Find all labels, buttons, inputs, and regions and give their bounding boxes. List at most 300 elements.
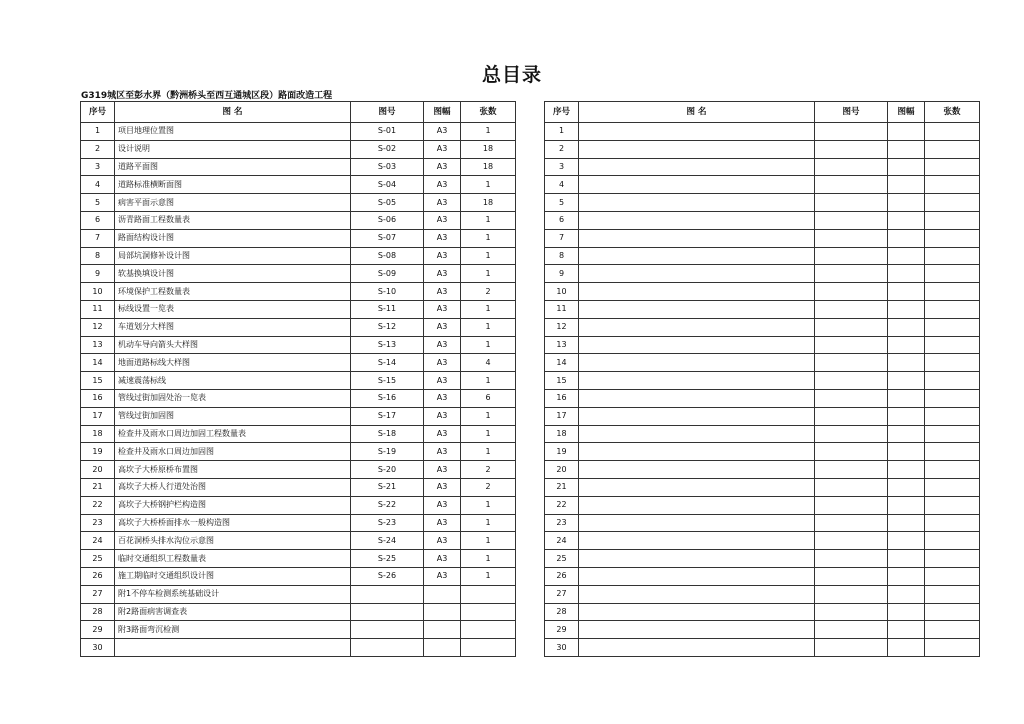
cell-name (579, 639, 815, 657)
cell-format (888, 318, 925, 336)
table-row (545, 550, 980, 568)
cell-format (888, 478, 925, 496)
cell-format (888, 425, 925, 443)
cell-format (888, 603, 925, 621)
table-row (545, 318, 980, 336)
cell-sheets (925, 532, 980, 550)
header-no: 序号 (81, 102, 115, 123)
cell-code: S-07 (351, 229, 424, 247)
table-row (545, 514, 980, 532)
table-row (545, 283, 980, 301)
cell-name (579, 585, 815, 603)
cell-sheets: 1 (461, 443, 516, 461)
cell-name: 减速震荡标线 (115, 372, 351, 390)
table-row (81, 300, 516, 318)
cell-code: S-09 (351, 265, 424, 283)
cell-name: 局部坑洞修补设计图 (115, 247, 351, 265)
cell-sheets (461, 639, 516, 657)
cell-code (815, 140, 888, 158)
cell-format (888, 158, 925, 176)
cell-format: A3 (424, 336, 461, 354)
cell-code (815, 461, 888, 479)
cell-code (815, 496, 888, 514)
table-row (81, 354, 516, 372)
project-name: G319城区至彭水界（黔洲桥头至西互通城区段）路面改造工程 (81, 91, 333, 101)
cell-name (579, 550, 815, 568)
cell-sheets: 1 (461, 372, 516, 390)
cell-format: A3 (424, 496, 461, 514)
cell-code: S-19 (351, 443, 424, 461)
drawing-index-table-right (544, 101, 980, 657)
cell-name (579, 354, 815, 372)
table-row (81, 532, 516, 550)
cell-sheets: 2 (461, 478, 516, 496)
cell-no: 7 (545, 229, 579, 247)
cell-sheets: 1 (461, 425, 516, 443)
cell-code: S-11 (351, 300, 424, 318)
cell-no: 21 (545, 478, 579, 496)
cell-no: 23 (81, 514, 115, 532)
table-row (545, 336, 980, 354)
cell-no: 4 (545, 176, 579, 194)
cell-code (351, 639, 424, 657)
cell-code: S-22 (351, 496, 424, 514)
cell-code (815, 265, 888, 283)
cell-sheets (925, 567, 980, 585)
table-row (81, 603, 516, 621)
cell-sheets: 1 (461, 496, 516, 514)
cell-sheets (925, 354, 980, 372)
cell-sheets: 1 (461, 407, 516, 425)
cell-code (815, 336, 888, 354)
cell-code (815, 158, 888, 176)
cell-format (888, 372, 925, 390)
cell-sheets (461, 621, 516, 639)
cell-no: 30 (81, 639, 115, 657)
cell-no: 8 (545, 247, 579, 265)
cell-format (888, 639, 925, 657)
cell-sheets (461, 585, 516, 603)
cell-sheets (461, 603, 516, 621)
cell-format (888, 496, 925, 514)
cell-code: S-25 (351, 550, 424, 568)
cell-no: 24 (81, 532, 115, 550)
cell-name (579, 603, 815, 621)
cell-name: 附2路面病害调查表 (115, 603, 351, 621)
cell-code: S-15 (351, 372, 424, 390)
cell-name (579, 372, 815, 390)
cell-sheets: 1 (461, 532, 516, 550)
cell-name: 临时交通组织工程数量表 (115, 550, 351, 568)
cell-code (351, 621, 424, 639)
cell-format: A3 (424, 194, 461, 212)
cell-name (579, 407, 815, 425)
table-row (545, 532, 980, 550)
cell-format: A3 (424, 247, 461, 265)
cell-format (424, 585, 461, 603)
cell-sheets: 1 (461, 318, 516, 336)
cell-name: 附3路面弯沉检测 (115, 621, 351, 639)
table-row (545, 425, 980, 443)
cell-no: 7 (81, 229, 115, 247)
table-row (81, 514, 516, 532)
cell-no: 12 (81, 318, 115, 336)
cell-format (888, 123, 925, 141)
cell-no: 26 (81, 567, 115, 585)
cell-name: 病害平面示意图 (115, 194, 351, 212)
cell-name: 管线过街加固图 (115, 407, 351, 425)
cell-no: 26 (545, 567, 579, 585)
cell-code (815, 425, 888, 443)
cell-no: 6 (81, 211, 115, 229)
table-row (81, 194, 516, 212)
table-row (81, 283, 516, 301)
table-row (81, 211, 516, 229)
cell-no: 30 (545, 639, 579, 657)
table-row (81, 176, 516, 194)
table-row (545, 639, 980, 657)
cell-format (888, 585, 925, 603)
cell-name: 检查井及雨水口周边加固工程数量表 (115, 425, 351, 443)
cell-no: 19 (545, 443, 579, 461)
table-row (81, 247, 516, 265)
cell-name: 施工期临时交通组织设计图 (115, 567, 351, 585)
table-row (81, 372, 516, 390)
cell-name: 管线过街加固处治一览表 (115, 389, 351, 407)
cell-format: A3 (424, 478, 461, 496)
cell-code: S-24 (351, 532, 424, 550)
cell-no: 17 (81, 407, 115, 425)
cell-no: 28 (81, 603, 115, 621)
header-format: 图幅 (888, 102, 925, 123)
cell-name: 检查井及雨水口周边加固图 (115, 443, 351, 461)
cell-code (815, 229, 888, 247)
cell-no: 27 (81, 585, 115, 603)
cell-sheets: 1 (461, 229, 516, 247)
cell-sheets (925, 372, 980, 390)
cell-code: S-02 (351, 140, 424, 158)
cell-code: S-10 (351, 283, 424, 301)
cell-no: 20 (81, 461, 115, 479)
cell-sheets (925, 194, 980, 212)
table-row (545, 585, 980, 603)
cell-sheets: 1 (461, 336, 516, 354)
table-row (81, 443, 516, 461)
cell-code: S-01 (351, 123, 424, 141)
cell-sheets (925, 621, 980, 639)
cell-format (424, 621, 461, 639)
cell-format (888, 336, 925, 354)
cell-name: 路面结构设计图 (115, 229, 351, 247)
table-row (545, 354, 980, 372)
table-row (81, 425, 516, 443)
table-row (81, 140, 516, 158)
cell-sheets: 1 (461, 265, 516, 283)
table-row (81, 550, 516, 568)
cell-name: 设计说明 (115, 140, 351, 158)
cell-no: 8 (81, 247, 115, 265)
cell-sheets: 18 (461, 158, 516, 176)
cell-format (424, 639, 461, 657)
cell-code: S-23 (351, 514, 424, 532)
cell-code (815, 211, 888, 229)
table-row (81, 123, 516, 141)
cell-format: A3 (424, 123, 461, 141)
cell-code: S-20 (351, 461, 424, 479)
header-format: 图幅 (424, 102, 461, 123)
cell-code: S-18 (351, 425, 424, 443)
cell-no: 6 (545, 211, 579, 229)
cell-no: 1 (81, 123, 115, 141)
cell-sheets (925, 514, 980, 532)
cell-sheets (925, 478, 980, 496)
cell-code (815, 194, 888, 212)
cell-sheets: 1 (461, 300, 516, 318)
cell-name (579, 229, 815, 247)
table-row (545, 443, 980, 461)
cell-sheets (925, 461, 980, 479)
cell-code (815, 639, 888, 657)
cell-code (815, 354, 888, 372)
cell-format: A3 (424, 443, 461, 461)
cell-sheets (925, 283, 980, 301)
header-name: 图 名 (115, 102, 351, 123)
cell-sheets (925, 247, 980, 265)
cell-sheets: 4 (461, 354, 516, 372)
header-code: 图号 (815, 102, 888, 123)
cell-no: 23 (545, 514, 579, 532)
cell-no: 1 (545, 123, 579, 141)
cell-sheets (925, 389, 980, 407)
cell-no: 21 (81, 478, 115, 496)
cell-no: 29 (545, 621, 579, 639)
cell-code: S-13 (351, 336, 424, 354)
table-row (81, 585, 516, 603)
cell-format: A3 (424, 532, 461, 550)
cell-sheets: 18 (461, 140, 516, 158)
cell-name (579, 283, 815, 301)
header-name: 图 名 (579, 102, 815, 123)
cell-name (579, 140, 815, 158)
cell-sheets (925, 336, 980, 354)
table-row (81, 229, 516, 247)
cell-code (815, 567, 888, 585)
cell-code (351, 585, 424, 603)
cell-name (579, 265, 815, 283)
cell-code: S-12 (351, 318, 424, 336)
cell-no: 10 (545, 283, 579, 301)
cell-name (579, 300, 815, 318)
table-row (81, 158, 516, 176)
cell-format: A3 (424, 176, 461, 194)
cell-format: A3 (424, 140, 461, 158)
cell-name (579, 567, 815, 585)
cell-sheets (925, 318, 980, 336)
cell-no: 5 (81, 194, 115, 212)
cell-name (579, 532, 815, 550)
cell-format: A3 (424, 425, 461, 443)
cell-name: 附1不停车检测系统基础设计 (115, 585, 351, 603)
cell-name: 车道划分大样图 (115, 318, 351, 336)
table-row (81, 496, 516, 514)
cell-sheets (925, 443, 980, 461)
cell-name: 项目地理位置图 (115, 123, 351, 141)
table-row (545, 478, 980, 496)
cell-format: A3 (424, 514, 461, 532)
cell-format: A3 (424, 283, 461, 301)
cell-no: 18 (81, 425, 115, 443)
cell-name (579, 158, 815, 176)
cell-format: A3 (424, 354, 461, 372)
cell-sheets (925, 603, 980, 621)
cell-sheets (925, 229, 980, 247)
cell-format (888, 532, 925, 550)
cell-no: 20 (545, 461, 579, 479)
cell-no: 24 (545, 532, 579, 550)
cell-name: 道路平面图 (115, 158, 351, 176)
cell-format: A3 (424, 389, 461, 407)
cell-sheets: 1 (461, 514, 516, 532)
cell-name: 高坎子大桥钢护栏构造图 (115, 496, 351, 514)
cell-code (815, 372, 888, 390)
cell-code (815, 621, 888, 639)
cell-no: 13 (81, 336, 115, 354)
cell-no: 29 (81, 621, 115, 639)
cell-code (815, 550, 888, 568)
table-row (81, 336, 516, 354)
cell-name (115, 639, 351, 657)
cell-format (888, 567, 925, 585)
cell-name (579, 443, 815, 461)
cell-format: A3 (424, 229, 461, 247)
cell-format (888, 621, 925, 639)
header-sheets: 张数 (461, 102, 516, 123)
cell-name: 高坎子大桥桥面排水一般构造图 (115, 514, 351, 532)
cell-format: A3 (424, 461, 461, 479)
cell-name (579, 194, 815, 212)
cell-no: 22 (545, 496, 579, 514)
cell-no: 9 (81, 265, 115, 283)
cell-code (351, 603, 424, 621)
table-row (545, 389, 980, 407)
cell-name (579, 211, 815, 229)
cell-no: 19 (81, 443, 115, 461)
cell-no: 28 (545, 603, 579, 621)
header-code: 图号 (351, 102, 424, 123)
cell-code (815, 283, 888, 301)
header-sheets: 张数 (925, 102, 980, 123)
cell-no: 9 (545, 265, 579, 283)
cell-no: 27 (545, 585, 579, 603)
cell-name (579, 514, 815, 532)
drawing-index-table-left (80, 101, 516, 657)
table-row (545, 372, 980, 390)
cell-name: 地面道路标线大样图 (115, 354, 351, 372)
cell-code: S-06 (351, 211, 424, 229)
cell-sheets: 2 (461, 283, 516, 301)
cell-format (888, 354, 925, 372)
cell-no: 4 (81, 176, 115, 194)
cell-sheets (925, 140, 980, 158)
cell-sheets: 1 (461, 211, 516, 229)
table-row (545, 123, 980, 141)
cell-sheets (925, 496, 980, 514)
cell-code (815, 603, 888, 621)
cell-code: S-17 (351, 407, 424, 425)
cell-code: S-16 (351, 389, 424, 407)
cell-format (888, 443, 925, 461)
cell-sheets: 1 (461, 247, 516, 265)
cell-code (815, 176, 888, 194)
table-row (545, 407, 980, 425)
cell-no: 11 (545, 300, 579, 318)
cell-format (888, 247, 925, 265)
cell-no: 15 (81, 372, 115, 390)
cell-code: S-08 (351, 247, 424, 265)
cell-name (579, 461, 815, 479)
table-row (545, 265, 980, 283)
cell-code (815, 407, 888, 425)
cell-name (579, 318, 815, 336)
cell-code (815, 532, 888, 550)
cell-sheets (925, 123, 980, 141)
table-row (81, 265, 516, 283)
cell-sheets: 2 (461, 461, 516, 479)
cell-code: S-04 (351, 176, 424, 194)
cell-format (888, 211, 925, 229)
cell-format (424, 603, 461, 621)
cell-code (815, 123, 888, 141)
cell-name: 百花洞桥头排水沟位示意图 (115, 532, 351, 550)
cell-sheets: 6 (461, 389, 516, 407)
table-row (545, 140, 980, 158)
cell-name: 高坎子大桥原桥布置图 (115, 461, 351, 479)
cell-sheets (925, 585, 980, 603)
cell-format (888, 550, 925, 568)
cell-no: 2 (81, 140, 115, 158)
cell-sheets (925, 300, 980, 318)
cell-no: 25 (81, 550, 115, 568)
table-row (545, 300, 980, 318)
cell-code (815, 478, 888, 496)
cell-name: 软基换填设计图 (115, 265, 351, 283)
cell-format (888, 140, 925, 158)
table-row (545, 211, 980, 229)
cell-sheets: 1 (461, 123, 516, 141)
header-no: 序号 (545, 102, 579, 123)
cell-name (579, 123, 815, 141)
cell-name (579, 496, 815, 514)
cell-no: 25 (545, 550, 579, 568)
cell-no: 13 (545, 336, 579, 354)
cell-format (888, 283, 925, 301)
table-row (545, 229, 980, 247)
table-row (81, 461, 516, 479)
cell-no: 16 (545, 389, 579, 407)
cell-sheets (925, 265, 980, 283)
page-title: 总目录 (481, 64, 542, 86)
table-row (545, 461, 980, 479)
cell-name (579, 621, 815, 639)
cell-no: 11 (81, 300, 115, 318)
cell-format: A3 (424, 550, 461, 568)
cell-name (579, 425, 815, 443)
cell-no: 17 (545, 407, 579, 425)
cell-sheets (925, 550, 980, 568)
table-header-row (81, 102, 516, 123)
cell-no: 22 (81, 496, 115, 514)
cell-sheets (925, 407, 980, 425)
